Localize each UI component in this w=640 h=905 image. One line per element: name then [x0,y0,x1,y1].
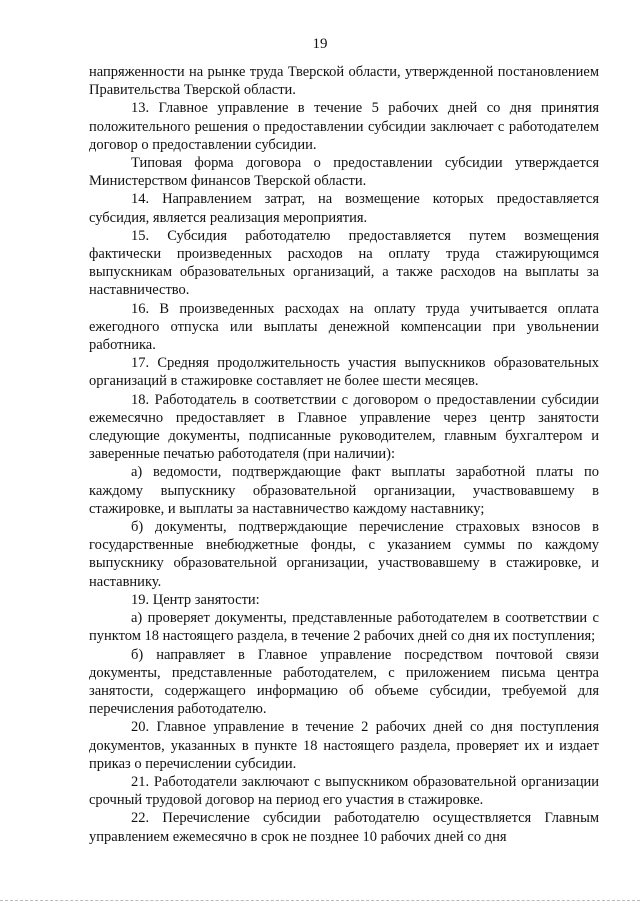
paragraph-14: 14. Направлением затрат, на возмещение которых предоставляется субсидия, является реализация мероприятия. [89,191,599,226]
paragraph-19-a: а) проверяет документы, представленные работодателем в соответствии с пунктом 18 настоящего раздела, в течение 2 рабочих дней со дня их поступления; [89,610,599,645]
paragraph-17: 17. Средняя продолжительность участия выпускников образовательных организаций в стажировке составляет не более шести месяцев. [89,355,599,390]
page-number: 19 [312,36,328,52]
paragraph-13-form: Типовая форма договора о предоставлении субсидии утверждается Министерством финансов Тверской области. [89,155,599,190]
scan-edge-divider [0,900,640,902]
paragraph-18-a: а) ведомости, подтверждающие факт выплаты заработной платы по каждому выпускнику образовательной организации, участвовавшему в стажировке, и выплаты за наставничество каждому наставнику; [89,464,599,517]
paragraph-21: 21. Работодатели заключают с выпускником образовательной организации срочный трудовой договор на период его участия в стажировке. [89,773,599,809]
paragraph-13: 13. Главное управление в течение 5 рабочих дней со дня принятия положительного решения о предоставлении субсидии заключает с работодателем договор о предоставлении субсидии. [89,100,599,153]
paragraph-15: 15. Субсидия работодателю предоставляется путем возмещения фактически произведенных расходов на оплату труда стажирующимся выпускникам образовательных организаций, а также расходов на выплаты за наставничество. [89,227,599,299]
paragraph-19-b: б) направляет в Главное управление посредством почтовой связи документы, представленные работодателем, с приложением письма центра занятости, содержащего информацию об объеме субсидии, требуемой для перечисления работодателю. [89,646,599,718]
paragraph-19: 19. Центр занятости: [131,591,260,608]
paragraph-18: 18. Работодатель в соответствии с договором о предоставлении субсидии ежемесячно предоставляет в Главное управление через центр занятости следующие документы, подписанные руководителем, главным бухгалтером и заверенные печатью работодателя (при наличии): [89,391,599,463]
paragraph-22: 22. Перечисление субсидии работодателю осуществляется Главным управлением ежемесячно в срок не позднее 10 рабочих дней со дня [89,810,599,845]
paragraph-20: 20. Главное управление в течение 2 рабочих дней со дня поступления документов, указанных в пункте 18 настоящего раздела, проверяет их и издает приказ о перечислении субсидии. [89,719,599,772]
paragraph-continuation: напряженности на рынке труда Тверской области, утвержденной постановлением Правительства Тверской области. [89,64,599,99]
document-body [89,63,599,846]
paragraph-18-b: б) документы, подтверждающие перечисление страховых взносов в государственные внебюджетные фонды, с указанием суммы по каждому выпускнику образовательной организации, участвовавшему в стажировке, и наставнику. [89,519,599,590]
paragraph-16: 16. В произведенных расходах на оплату труда учитывается оплата ежегодного отпуска или выплаты денежной компенсации при увольнении работника. [89,300,599,354]
